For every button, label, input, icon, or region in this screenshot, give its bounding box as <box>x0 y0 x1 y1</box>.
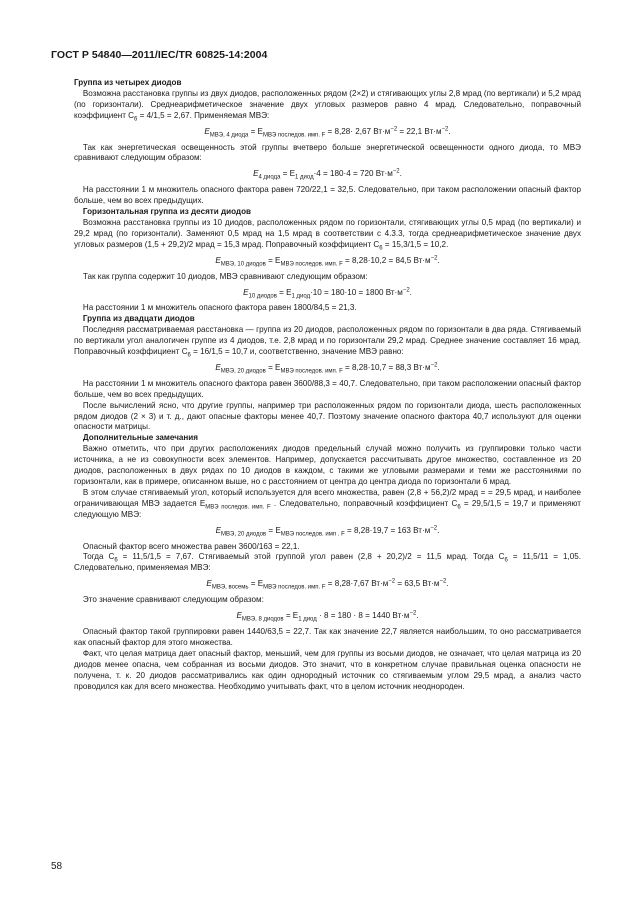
paragraph: Важно отметить, что при других расположениях диодов предельный случай можно получить из группировки только части источника, а не из совокупности всех элементов. Например, допускается рассчитывать другое множество, составленное из 20 диодов, расположенных в двух рядах по 10 диодов в каждом, с такими же угловыми размерами и теми же расстояниями по горизонтали, как в примере, описанном выше, но с расстоянием от центра до центра диода по горизонтали 6 мрад. <box>74 444 581 486</box>
paragraph: В этом случае стягиваемый угол, который используется для всего множества, равен (2,8 + 56,2)/2 мрад = = 29,5 мрад, и наиболее ограничивающая МВЭ задается $E_{МВЭ последов. имп. F}$ . Следовательно, поправочный коэффициент $C_6 = 29,5/1,5 = 19,7$ и применяют следующую МВЭ: <box>74 487 581 519</box>
section-heading-ten-diodes: Горизонтальная группа из десяти диодов <box>82 207 251 217</box>
paragraph: Так как энергетическая освещенность этой группы вчетверо больше энергетической освещенности одного диода, то МВЭ сравнивают следующим образом: <box>74 142 581 163</box>
paragraph: Последняя рассматриваемая расстановка — группа из 20 диодов, расположенных рядом по горизонтали в два ряда. Стягиваемый по вертикали угол аналогичен группе из 4 диодов, т.е. 2,8 мрад и по горизонтали 29,2 мрад. Среднее значение составляет 16 мрад. Поправочный коэффициент $C_6 = 16/1,5 = 10,7$ и, соответственно, значение МВЭ равно: <box>74 325 581 359</box>
paragraph: Возможна расстановка группы из 10 диодов, расположенных рядом по горизонтали, стягивающих углы 0,5 мрад (по вертикали) и 29,2 мрад (по горизонтали). Заменяют 0,5 мрад на 1,5 мрад в соответствии с 4.3.3, тогда среднеарифметическое значение двух угловых размеров (1,5 + 29,2)/2 мрад = 15,3 мрад. Поправочный коэффициент $C_6 = 15,3/1,5 = 10,2$. <box>74 217 581 252</box>
formula: $E_{МВЭ, 10 диодов} = E_{МВЭ последов. имп. F} = 8,28\cdot 10,2 = 84,5$ $Вт\cdot м^{-2}$. <box>215 255 440 268</box>
paragraph: На расстоянии 1 м множитель опасного фактора равен 1800/84,5 = 21,3. <box>82 303 357 313</box>
paragraph: Опасный фактор всего множества равен 3600/163 = 22,1. <box>82 541 300 551</box>
page-number: 58 <box>51 861 63 872</box>
formula: $E_{МВЭ, 4 диода} = E_{МВЭ последов. имп. F} = 8,28\cdot 2,67$ $Вт\cdot м^{-2} = 22,1$ $Вт\cdot м^{-2}$. <box>204 125 451 139</box>
formula: $E_{МВЭ, 8 диодов} = E_{1 диод} \cdot 8 = 180 \cdot 8 = 1440$ $Вт\cdot м^{-2}$. <box>236 610 419 623</box>
paragraph: Опасный фактор такой группировки равен 1440/63,5 = 22,7. Так как значение 22,7 является наибольшим, то оно рассматривается как опасный фактор для этого множества. <box>74 626 581 647</box>
paragraph: На расстоянии 1 м множитель опасного фактора равен 3600/88,3 = 40,7. Следовательно, при таком расположении опасный фактор больше, чем во всех предыдущих. <box>74 378 581 399</box>
paragraph: Так как группа содержит 10 диодов, МВЭ сравнивают следующим образом: <box>82 271 368 281</box>
paragraph: Это значение сравнивают следующим образом: <box>82 595 264 605</box>
formula: $E_{МВЭ, восемь} = E_{МВЭ последов. имп. F} = 8,28\cdot 7,67$ $Вт\cdot м^{-2} = 63,5$ $Вт\cdot м^{-2}$. <box>206 578 449 591</box>
paragraph: После вычислений ясно, что другие группы, например три расположенных рядом по горизонтали диода, шесть расположенных рядом диодов (2 × 3) и т. д., дают опасные факторы менее 40,7. Поэтому значение опасного фактора 40,7 используют для оценки опасности матрицы. <box>74 400 581 432</box>
formula: $E_{МВЭ, 20 диодов} = E_{МВЭ последов. имп. F} = 8,28\cdot 10,7 = 88,3$ $Вт\cdot м^{-2}$. <box>215 362 440 375</box>
paragraph: Тогда $C_6 = 11,5/1,5 = 7,67$. Стягиваемый этой группой угол равен (2,8 + 20,2)/2 = 11,5 мрад. Тогда $C_6 = 11,5/11 = 1,05$. Следовательно, применяемая МВЭ: <box>74 552 581 573</box>
section-heading-twenty-diodes: Группа из двадцати диодов <box>82 314 195 324</box>
formula: $E_{4 диода} = E_{1 диод}\cdot 4 = 180\cdot 4 = 720$ $Вт\cdot м^{-2}$. <box>253 168 402 181</box>
formula: $E_{10 диодов} = E_{1 диод}\cdot 10 = 180\cdot 10 = 1800$ $Вт\cdot м^{-2}$. <box>243 286 412 300</box>
document-header: ГОСТ Р 54840—2011/IEC/TR 60825-14:2004 <box>51 49 268 61</box>
paragraph: Факт, что целая матрица дает опасный фактор, меньший, чем для группы из восьми диодов, не означает, что целая матрица из 20 диодов менее опасна, чем собранная из восьми диодов. Это значит, что в конкретном случае правильная оценка опасности не получена, т. к. 20 диодов рассматривались как один однородный источник со стягиваемым углом 29,5 мрад, а анализ часто проводился как для всего множества. Необходимо учитывать факт, что в целом источник неоднороден. <box>74 648 581 691</box>
paragraph: Возможна расстановка группы из двух диодов, расположенных рядом (2×2) и стягивающих углы 2,8 мрад (по вертикали) и 5,2 мрад (по горизонтали). Среднеарифметическое значение двух угловых размеров равно 4 мрад. Следовательно, поправочный коэффициент $C_6 = 4/1,5 = 2,67$. Применяемая МВЭ: <box>74 88 581 123</box>
section-heading-four-diodes: Группа из четырех диодов <box>74 78 182 87</box>
paragraph: На расстоянии 1 м множитель опасного фактора равен 720/22,1 = 32,5. Следовательно, при таком расположении опасный фактор больше, чем во всех предыдущих. <box>74 185 581 206</box>
section-heading-notes: Дополнительные замечания <box>82 433 198 443</box>
document-body <box>74 78 581 692</box>
formula: $E_{МВЭ, 20 диодов} = E_{МВЭ последов. имп . F} = 8,28\cdot 19,7 = 163$ $Вт\cdot м^{-2}$. <box>215 524 440 538</box>
